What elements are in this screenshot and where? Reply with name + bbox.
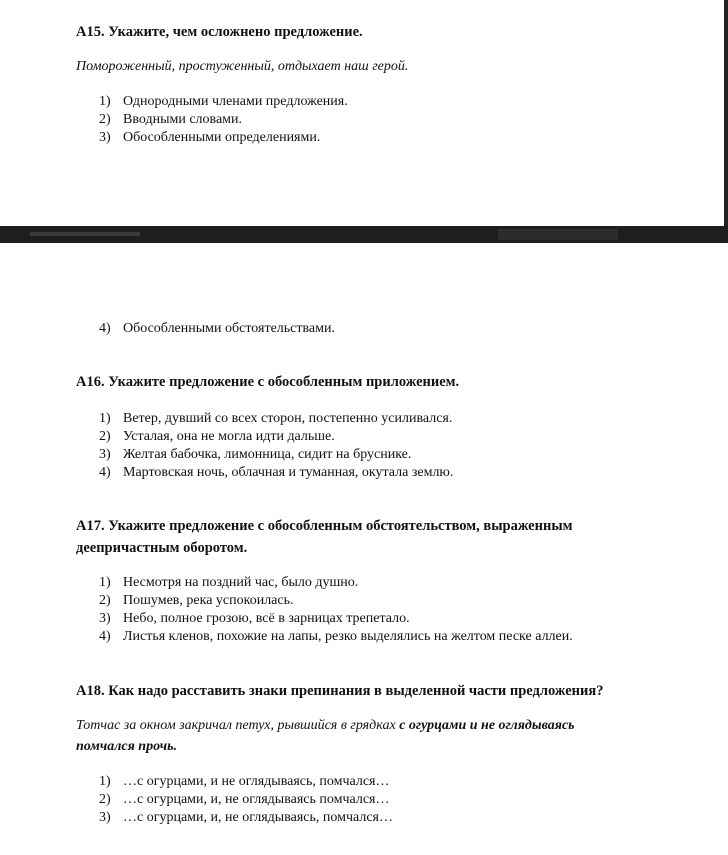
- option-text: Однородными членами предложения.: [123, 94, 348, 109]
- option-number: 1): [99, 94, 111, 109]
- option-number: 3): [99, 611, 111, 626]
- list-item: [99, 773, 389, 790]
- option-text: Ветер, дувший со всех сторон, постепенно усиливался.: [123, 411, 453, 426]
- option-number: 1): [99, 411, 111, 426]
- scan-edge: [724, 0, 728, 226]
- list-item: [99, 592, 294, 609]
- question-a16-title: А16. Укажите предложение с обособленным приложением.: [76, 374, 460, 390]
- list-item: [99, 428, 335, 445]
- list-item: [99, 446, 411, 463]
- option-number: 4): [99, 629, 111, 644]
- option-text: …с огурцами, и, не оглядываясь, помчался…: [123, 810, 393, 825]
- divider-mark: [498, 229, 618, 240]
- list-item: [99, 791, 389, 808]
- list-item: [99, 410, 452, 427]
- option-number: 4): [99, 465, 111, 480]
- option-text: …с огурцами, и, не оглядываясь помчался…: [123, 792, 390, 807]
- question-a15-title: А15. Укажите, чем осложнено предложение.: [76, 24, 363, 40]
- option-text: Вводными словами.: [123, 112, 243, 127]
- option-number: 1): [99, 774, 111, 789]
- question-a18-title: А18. Как надо расставить знаки препинания в выделенной части предложения?: [76, 683, 604, 699]
- sentence-plain: Тотчас за окном закричал петух, рывшийся в грядках: [76, 718, 400, 733]
- option-text: Несмотря на поздний час, было душно.: [123, 575, 359, 590]
- option-number: 3): [99, 810, 111, 825]
- option-text: Пошумев, река успокоилась.: [123, 593, 294, 608]
- question-a17-title: А17. Укажите предложение с обособленным обстоятельством, выраженным: [76, 518, 573, 534]
- option-number: 1): [99, 575, 111, 590]
- list-item: [99, 628, 573, 645]
- question-a15-sentence: Помороженный, простуженный, отдыхает наш герой.: [76, 59, 409, 74]
- option-number: 2): [99, 792, 111, 807]
- divider-mark: [30, 232, 140, 236]
- sentence-highlighted: с огурцами и не оглядываясь: [399, 718, 575, 733]
- list-item: [99, 93, 348, 110]
- list-item: [99, 464, 453, 481]
- list-item: [99, 809, 393, 826]
- option-number: 3): [99, 447, 111, 462]
- option-number: 3): [99, 130, 111, 145]
- option-text: …с огурцами, и не оглядываясь, помчался…: [123, 774, 390, 789]
- option-text: Обособленными обстоятельствами.: [123, 321, 335, 336]
- option-number: 2): [99, 112, 111, 127]
- list-item: [99, 610, 410, 627]
- option-text: Усталая, она не могла идти дальше.: [123, 429, 335, 444]
- option-number: 4): [99, 321, 111, 336]
- option-number: 2): [99, 429, 111, 444]
- option-text: Листья кленов, похожие на лапы, резко выделялись на желтом песке аллеи.: [123, 629, 573, 644]
- option-number: 2): [99, 593, 111, 608]
- list-item: [99, 111, 242, 128]
- option-text: Желтая бабочка, лимонница, сидит на бруснике.: [123, 447, 412, 462]
- option-text: Обособленными определениями.: [123, 130, 321, 145]
- option-text: Мартовская ночь, облачная и туманная, окутала землю.: [123, 465, 454, 480]
- question-a18-sentence: [76, 717, 575, 734]
- question-a17-title-cont: деепричастным оборотом.: [76, 540, 248, 556]
- question-a18-sentence-cont: помчался прочь.: [76, 739, 177, 754]
- list-item: [99, 574, 358, 591]
- option-text: Небо, полное грозою, всё в зарницах трепетало.: [123, 611, 410, 626]
- page-break-divider: [0, 226, 728, 243]
- list-item: [99, 129, 320, 146]
- list-item: [99, 320, 335, 337]
